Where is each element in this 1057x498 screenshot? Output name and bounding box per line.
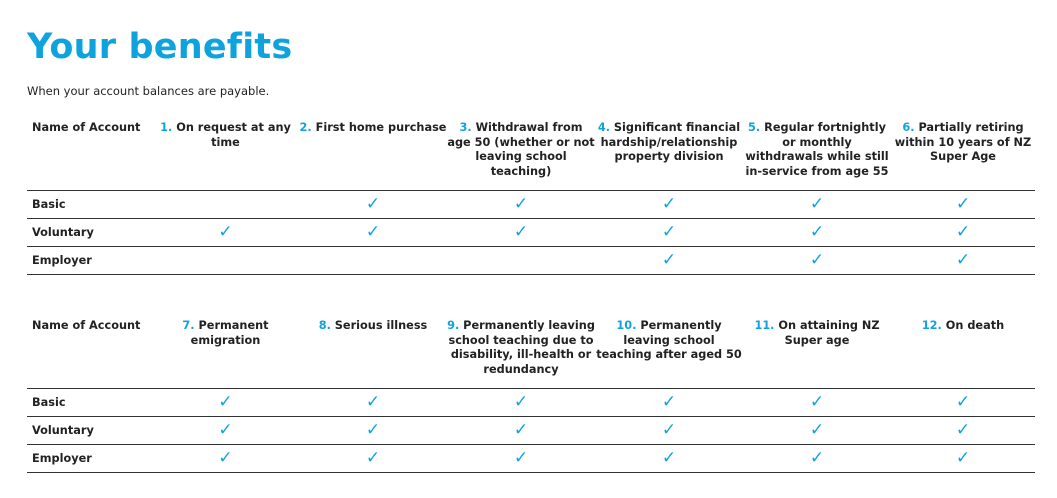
checkmark-icon: ✓ (661, 250, 677, 270)
checkmark-icon: ✓ (955, 392, 971, 412)
table-cell (595, 190, 743, 218)
row-label: Basic (27, 388, 152, 416)
column-header (743, 319, 891, 388)
column-label: Permanently leaving school teaching after aged 50 (596, 319, 742, 361)
table-cell (447, 218, 595, 246)
table-cell (743, 416, 891, 444)
checkmark-icon: ✓ (365, 194, 381, 214)
row-label: Employer (27, 444, 152, 472)
table-cell (595, 218, 743, 246)
column-number: 12. (921, 319, 942, 332)
checkmark-icon: ✓ (955, 194, 971, 214)
checkmark-icon: ✓ (809, 420, 825, 440)
column-label: Partially retiring within 10 years of NZ Super Age (894, 121, 1032, 163)
table-cell (152, 218, 299, 246)
column-header (447, 319, 595, 388)
table-cell (891, 444, 1035, 472)
checkmark-icon: ✓ (661, 448, 677, 468)
column-label: Significant financial hardship/relationship property division (600, 121, 741, 163)
checkmark-icon: ✓ (955, 448, 971, 468)
column-number: 7. (182, 319, 195, 332)
column-number: 6. (902, 121, 915, 134)
row-label: Voluntary (27, 218, 152, 246)
checkmark-icon: ✓ (365, 222, 381, 242)
checkmark-icon: ✓ (661, 392, 677, 412)
table-cell (152, 388, 299, 416)
table-cell (595, 388, 743, 416)
column-header (595, 121, 743, 190)
table-row (27, 444, 1035, 472)
table-row (27, 218, 1035, 246)
checkmark-icon: ✓ (809, 392, 825, 412)
column-header (299, 121, 447, 190)
checkmark-icon: ✓ (809, 222, 825, 242)
column-label: Withdrawal from age 50 (whether or not leaving school teaching) (447, 121, 595, 178)
table-cell (743, 388, 891, 416)
checkmark-icon: ✓ (809, 194, 825, 214)
column-label: On death (945, 319, 1005, 332)
checkmark-icon: ✓ (218, 448, 233, 468)
checkmark-icon: ✓ (661, 222, 677, 242)
column-label: First home purchase (315, 121, 447, 134)
column-number: 8. (318, 319, 331, 332)
page-title: Your benefits (27, 27, 293, 67)
column-number: 4. (597, 121, 610, 134)
checkmark-icon: ✓ (513, 448, 529, 468)
benefits-table-1 (27, 121, 1035, 275)
row-label: Basic (27, 190, 152, 218)
page-subtitle: When your account balances are payable. (27, 84, 270, 98)
checkmark-icon: ✓ (513, 194, 529, 214)
checkmark-icon: ✓ (955, 222, 971, 242)
column-number: 10. (616, 319, 637, 332)
checkmark-icon: ✓ (513, 420, 529, 440)
table-cell (891, 190, 1035, 218)
column-label: Serious illness (334, 319, 428, 332)
table-cell (595, 416, 743, 444)
table-cell (299, 190, 447, 218)
table-cell (447, 444, 595, 472)
table-cell (891, 246, 1035, 274)
table-cell (595, 444, 743, 472)
table-row (27, 190, 1035, 218)
table-cell (152, 416, 299, 444)
table-cell (299, 388, 447, 416)
header-name-of-account: Name of Account (32, 319, 141, 332)
checkmark-icon: ✓ (955, 250, 971, 270)
header-name-of-account: Name of Account (32, 121, 141, 134)
checkmark-icon: ✓ (809, 250, 825, 270)
benefits-table-2 (27, 319, 1035, 473)
table-cell (152, 190, 299, 218)
header-row (27, 121, 1035, 190)
checkmark-icon: ✓ (513, 222, 529, 242)
table-cell (743, 190, 891, 218)
table-cell (152, 444, 299, 472)
column-number: 1. (160, 121, 173, 134)
table-cell (152, 246, 299, 274)
table-cell (743, 246, 891, 274)
column-number: 5. (748, 121, 761, 134)
table-row (27, 388, 1035, 416)
column-number: 3. (459, 121, 472, 134)
checkmark-icon: ✓ (218, 392, 233, 412)
column-header (152, 121, 299, 190)
checkmark-icon: ✓ (513, 392, 529, 412)
column-header (152, 319, 299, 388)
table-cell (743, 444, 891, 472)
table-cell (447, 416, 595, 444)
column-label: On attaining NZ Super age (778, 319, 880, 347)
checkmark-icon: ✓ (365, 448, 381, 468)
column-label: Permanent emigration (190, 319, 269, 347)
table-row (27, 416, 1035, 444)
table-cell (299, 218, 447, 246)
column-label: On request at any time (176, 121, 291, 149)
column-number: 9. (447, 319, 460, 332)
table-cell (891, 388, 1035, 416)
column-label: Regular fortnightly or monthly withdrawals while still in-service from age 55 (745, 121, 889, 178)
column-header (595, 319, 743, 388)
table-cell (743, 218, 891, 246)
row-label: Employer (27, 246, 152, 274)
checkmark-icon: ✓ (365, 420, 381, 440)
table-cell (299, 416, 447, 444)
column-header (743, 121, 891, 190)
table-cell (891, 416, 1035, 444)
column-label: Permanently leaving school teaching due to disability, ill-health or redundancy (448, 319, 595, 376)
table-cell (447, 246, 595, 274)
table-cell (299, 444, 447, 472)
column-header (891, 121, 1035, 190)
checkmark-icon: ✓ (809, 448, 825, 468)
column-header (299, 319, 447, 388)
checkmark-icon: ✓ (955, 420, 971, 440)
checkmark-icon: ✓ (218, 420, 233, 440)
table-cell (595, 246, 743, 274)
column-number: 11. (754, 319, 775, 332)
checkmark-icon: ✓ (661, 194, 677, 214)
table-cell (891, 218, 1035, 246)
row-label: Voluntary (27, 416, 152, 444)
column-header (447, 121, 595, 190)
header-row (27, 319, 1035, 388)
checkmark-icon: ✓ (365, 392, 381, 412)
checkmark-icon: ✓ (661, 420, 677, 440)
table-cell (447, 190, 595, 218)
table-row (27, 246, 1035, 274)
column-number: 2. (299, 121, 312, 134)
table-cell (299, 246, 447, 274)
column-header (891, 319, 1035, 388)
checkmark-icon: ✓ (218, 222, 233, 242)
table-cell (447, 388, 595, 416)
